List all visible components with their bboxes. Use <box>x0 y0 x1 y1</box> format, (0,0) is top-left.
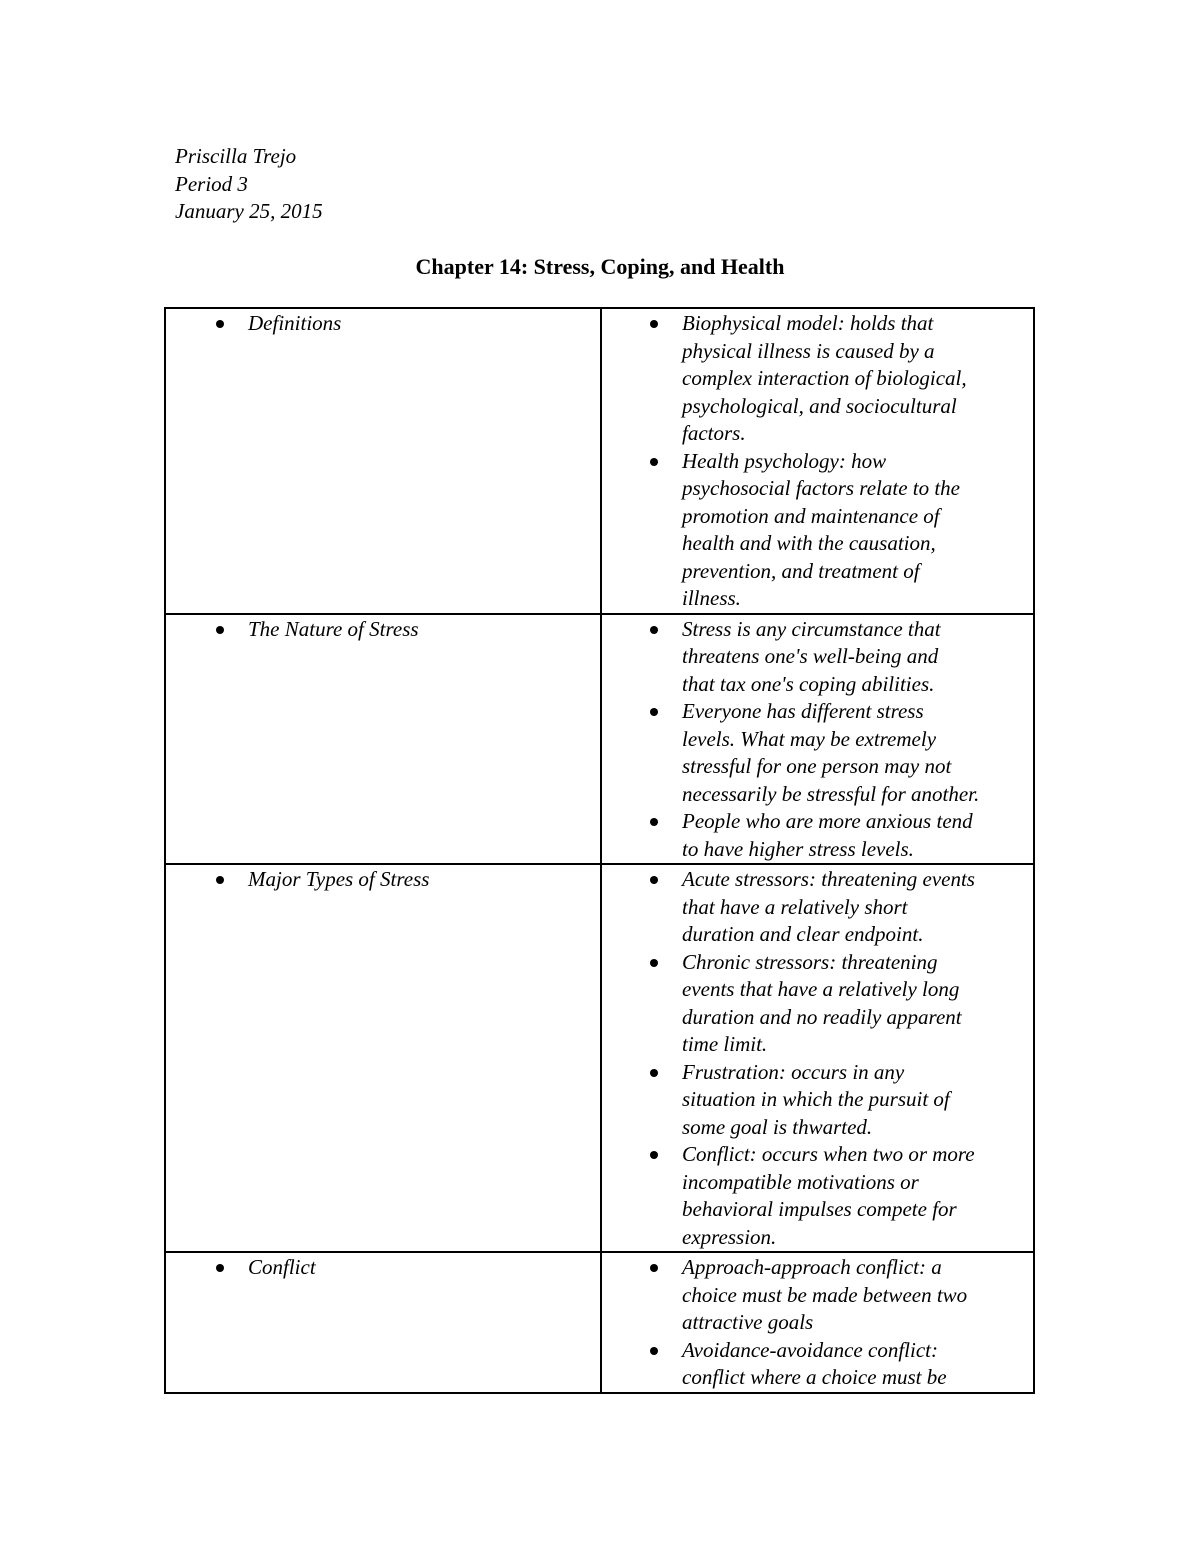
notes-table <box>164 307 1035 1394</box>
note-line: psychosocial factors relate to the <box>682 476 961 500</box>
class-period: Period 3 <box>175 171 248 196</box>
note-line: Conflict: occurs when two or more <box>682 1142 975 1166</box>
bullet-icon <box>650 708 658 716</box>
note-line: threatens one's well-being and <box>682 644 939 668</box>
note-item <box>602 448 1033 613</box>
note-line: events that have a relatively long <box>682 977 960 1001</box>
topic-cell <box>165 864 601 1252</box>
note-line: promotion and maintenance of <box>682 503 940 528</box>
note-item <box>602 310 1033 448</box>
note-line: Acute stressors: threatening events <box>682 867 975 891</box>
notes-cell <box>601 864 1034 1252</box>
bullet-icon <box>650 1069 658 1077</box>
note-line: complex interaction of biological, <box>682 366 967 390</box>
bullet-icon <box>650 959 658 967</box>
topic-label: Conflict <box>248 1255 316 1279</box>
author-name: Priscilla Trejo <box>175 144 297 168</box>
note-line: Chronic stressors: threatening <box>682 949 938 974</box>
note-line: time limit. <box>682 1032 768 1056</box>
note-line: some goal is thwarted. <box>682 1114 873 1139</box>
note-line: Frustration: occurs in any <box>682 1059 905 1084</box>
topic-label: The Nature of Stress <box>248 616 419 641</box>
bullet-icon <box>650 818 658 826</box>
notes-cell <box>601 308 1034 614</box>
note-line: situation in which the pursuit of <box>682 1087 950 1111</box>
table-row <box>165 308 1034 614</box>
note-item <box>602 1141 1033 1251</box>
note-line: that have a relatively short <box>682 894 908 919</box>
topic-cell <box>165 614 601 865</box>
topic-item <box>166 866 600 894</box>
chapter-title: Chapter 14: Stress, Coping, and Health <box>415 254 785 279</box>
table-row <box>165 864 1034 1252</box>
note-line: People who are more anxious tend <box>682 809 973 833</box>
note-item <box>602 698 1033 808</box>
note-item <box>602 949 1033 1059</box>
note-line: psychological, and sociocultural <box>682 393 957 418</box>
bullet-icon <box>650 1264 658 1272</box>
note-line: expression. <box>682 1224 777 1249</box>
notes-cell <box>601 1252 1034 1393</box>
note-line: to have higher stress levels. <box>682 836 914 861</box>
note-line: attractive goals <box>682 1310 814 1334</box>
note-line: that tax one's coping abilities. <box>682 671 935 696</box>
note-item <box>602 1254 1033 1337</box>
table-row <box>165 614 1034 865</box>
bullet-icon <box>650 1151 658 1159</box>
note-line: Everyone has different stress <box>682 699 924 723</box>
table-row <box>165 1252 1034 1393</box>
note-line: behavioral impulses compete for <box>682 1197 957 1221</box>
note-item <box>602 866 1033 949</box>
note-line: conflict where a choice must be <box>682 1365 947 1389</box>
note-item <box>602 1059 1033 1142</box>
note-line: Health psychology: how <box>682 448 887 473</box>
notes-cell <box>601 614 1034 865</box>
bullet-icon <box>650 876 658 884</box>
note-line: Avoidance-avoidance conflict: <box>682 1337 938 1362</box>
topic-item <box>166 1254 600 1282</box>
note-line: duration and clear endpoint. <box>682 922 924 946</box>
note-line: physical illness is caused by a <box>682 338 935 363</box>
bullet-icon <box>216 1264 224 1272</box>
note-line: Biophysical model: holds that <box>682 311 934 335</box>
note-item <box>602 808 1033 863</box>
note-line: necessarily be stressful for another. <box>682 781 980 806</box>
bullet-icon <box>216 320 224 328</box>
bullet-icon <box>650 320 658 328</box>
topic-item <box>166 310 600 338</box>
note-line: stressful for one person may not <box>682 754 952 778</box>
note-line: health and with the causation, <box>682 531 936 555</box>
bullet-icon <box>216 626 224 634</box>
note-line: duration and no readily apparent <box>682 1004 962 1029</box>
note-line: choice must be made between two <box>682 1282 968 1307</box>
document-header <box>175 143 323 226</box>
note-line: factors. <box>682 421 746 445</box>
bullet-icon <box>216 876 224 884</box>
bullet-icon <box>650 626 658 634</box>
note-line: illness. <box>682 586 741 610</box>
note-item <box>602 616 1033 699</box>
topic-cell <box>165 1252 601 1393</box>
topic-label: Major Types of Stress <box>248 867 430 891</box>
bullet-icon <box>650 458 658 466</box>
topic-item <box>166 616 600 644</box>
note-line: Approach-approach conflict: a <box>682 1255 942 1279</box>
topic-cell <box>165 308 601 614</box>
bullet-icon <box>650 1347 658 1355</box>
document-date: January 25, 2015 <box>175 199 323 223</box>
note-line: prevention, and treatment of <box>682 558 920 583</box>
note-line: levels. What may be extremely <box>682 726 937 751</box>
topic-label: Definitions <box>248 311 342 335</box>
note-line: Stress is any circumstance that <box>682 616 941 641</box>
note-item <box>602 1337 1033 1392</box>
note-line: incompatible motivations or <box>682 1169 919 1194</box>
